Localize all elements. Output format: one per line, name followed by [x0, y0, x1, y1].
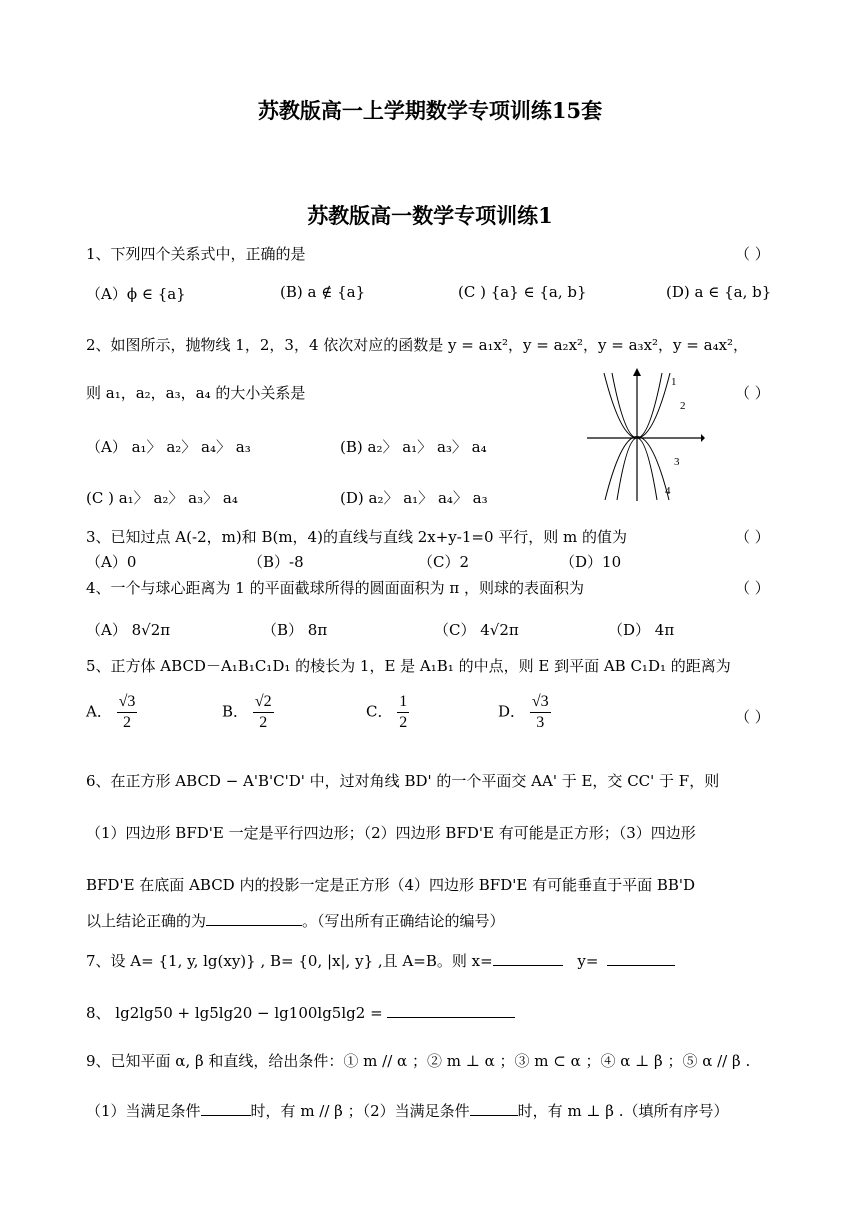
q4-option-d: （D） 4π — [608, 621, 675, 639]
q5-answer-bracket: （ ） — [735, 708, 770, 726]
q5-option-a-fraction — [117, 692, 138, 733]
q3-option-a: （A）0 — [86, 553, 137, 571]
q1-stem: 1、下列四个关系式中，正确的是 — [86, 245, 306, 263]
q3-answer-bracket: （ ） — [735, 528, 770, 546]
q7-y-blank[interactable] — [607, 951, 675, 966]
q2-option-d: (D) a₂〉 a₁〉 a₄〉 a₃ — [340, 489, 488, 507]
x-axis-arrow — [701, 434, 705, 442]
q6-answer-blank[interactable] — [206, 911, 302, 926]
q5-option-c — [366, 692, 409, 733]
q4-option-c: （C） 4√2π — [434, 621, 519, 639]
q9-line-2-part-b: 时，有 m // β ；（2）当满足条件 — [250, 1102, 470, 1120]
q6-line-4-prefix: 以上结论正确的为 — [86, 912, 207, 930]
q5-stem: 5、正方体 ABCD－A₁B₁C₁D₁ 的棱长为 1，E 是 A₁B₁ 的中点，则 E 到平面 AB C₁D₁ 的距离为 — [86, 657, 731, 675]
q8-stem: 8、 lg2lg50 + lg5lg20 − lg100lg5lg2 = — [86, 1004, 383, 1022]
q7-stem: 7、设 A= {1, y, lg(xy)} , B= {0, |x|, y} ,且 A=B。则 x= — [86, 952, 493, 970]
q4-answer-bracket: （ ） — [735, 579, 770, 597]
q7-line — [86, 950, 675, 971]
q5-c-denominator: 2 — [399, 714, 408, 731]
q6-line-4-suffix: 。（写出所有正确结论的编号） — [302, 912, 505, 930]
q6-line-2: （1）四边形 BFD'E 一定是平行四边形；（2）四边形 BFD'E 有可能是正方形；（3）四边形 — [86, 824, 696, 842]
q3-option-c: （C）2 — [418, 553, 470, 571]
label-1: 1 — [671, 376, 677, 388]
label-2: 2 — [680, 400, 686, 412]
q1-option-b: (B) a ∉ {a} — [280, 283, 366, 301]
q5-b-denominator: 2 — [259, 714, 268, 731]
q7-x-blank[interactable] — [493, 951, 563, 966]
q5-option-a-label: A． — [86, 702, 112, 721]
q1-option-a: （A）ϕ ∈ {a} — [86, 285, 186, 303]
q9-condition-1-blank[interactable] — [201, 1101, 251, 1116]
q4-stem: 4、一个与球心距离为 1 的平面截球所得的圆面面积为 π ，则球的表面积为 — [86, 579, 585, 597]
q9-line-2-part-c: 时，有 m ⊥ β .（填所有序号） — [517, 1102, 729, 1120]
label-4: 4 — [665, 485, 671, 497]
q8-answer-blank[interactable] — [387, 1003, 515, 1018]
parabola-figure — [585, 368, 705, 503]
q2-stem: 2、如图所示，抛物线 1，2，3，4 依次对应的函数是 y = a₁x²，y = a₂x²，y = a₃x²，y = a₄x²， — [86, 336, 749, 354]
q5-a-denominator: 2 — [123, 714, 132, 731]
q9-line-2 — [86, 1100, 729, 1121]
q8-line — [86, 1002, 515, 1023]
q5-option-d-fraction — [530, 692, 551, 733]
q6-line-3: BFD'E 在底面 ABCD 内的投影一定是正方形（4）四边形 BFD'E 有可能垂直于平面 BB'D — [86, 876, 696, 894]
q5-b-numerator: √2 — [253, 692, 274, 713]
q2-option-a: （A） a₁〉 a₂〉 a₄〉 a₃ — [86, 438, 251, 456]
section-title: 苏教版高一数学专项训练1 — [307, 203, 553, 228]
label-3: 3 — [674, 456, 680, 468]
q5-c-numerator: 1 — [397, 692, 409, 713]
q5-option-c-label: C． — [366, 702, 393, 721]
q3-option-d: （D）10 — [560, 553, 622, 571]
q5-d-denominator: 3 — [536, 714, 545, 731]
q4-option-a: （A） 8√2π — [86, 621, 171, 639]
q2-stem-2: 则 a₁，a₂，a₃，a₄ 的大小关系是 — [86, 384, 306, 402]
q2-option-c: (C ) a₁〉 a₂〉 a₃〉 a₄ — [86, 489, 238, 507]
q7-y-label: y= — [577, 952, 599, 970]
q5-a-numerator: √3 — [117, 692, 138, 713]
q6-line-1: 6、在正方形 ABCD − A'B'C'D' 中，过对角线 BD' 的一个平面交 AA' 于 E，交 CC' 于 F，则 — [86, 772, 720, 790]
q3-stem: 3、已知过点 A(-2，m)和 B(m，4)的直线与直线 2x+y-1=0 平行，则 m 的值为 — [86, 528, 628, 546]
q5-option-b — [222, 692, 274, 733]
q9-stem: 9、已知平面 α, β 和直线，给出条件：① m // α ；② m ⊥ α ；③ m ⊂ α ；④ α ⊥ β ；⑤ α // β . — [86, 1052, 751, 1070]
q3-option-b: （B）-8 — [248, 553, 304, 571]
q1-answer-bracket: （ ） — [735, 245, 770, 263]
q5-option-d-label: D． — [498, 702, 526, 721]
q9-condition-2-blank[interactable] — [470, 1101, 518, 1116]
q6-line-4 — [86, 910, 505, 931]
q5-option-a — [86, 692, 137, 733]
q5-option-b-fraction — [253, 692, 274, 733]
q9-line-2-part-a: （1）当满足条件 — [86, 1102, 201, 1120]
q5-d-numerator: √3 — [530, 692, 551, 713]
document-title: 苏教版高一上学期数学专项训练15套 — [257, 98, 603, 123]
q1-option-c: (C ) {a} ∈ {a, b} — [458, 283, 587, 301]
q5-option-c-fraction — [397, 692, 409, 733]
q2-answer-bracket: （ ） — [735, 384, 770, 402]
y-axis-arrow — [633, 368, 641, 376]
q2-option-b: (B) a₂〉 a₁〉 a₃〉 a₄ — [340, 438, 487, 456]
q5-option-d — [498, 692, 551, 733]
q5-option-b-label: B． — [222, 702, 249, 721]
q1-option-d: (D) a ∈ {a, b} — [666, 283, 772, 301]
q4-option-b: （B） 8π — [262, 621, 328, 639]
